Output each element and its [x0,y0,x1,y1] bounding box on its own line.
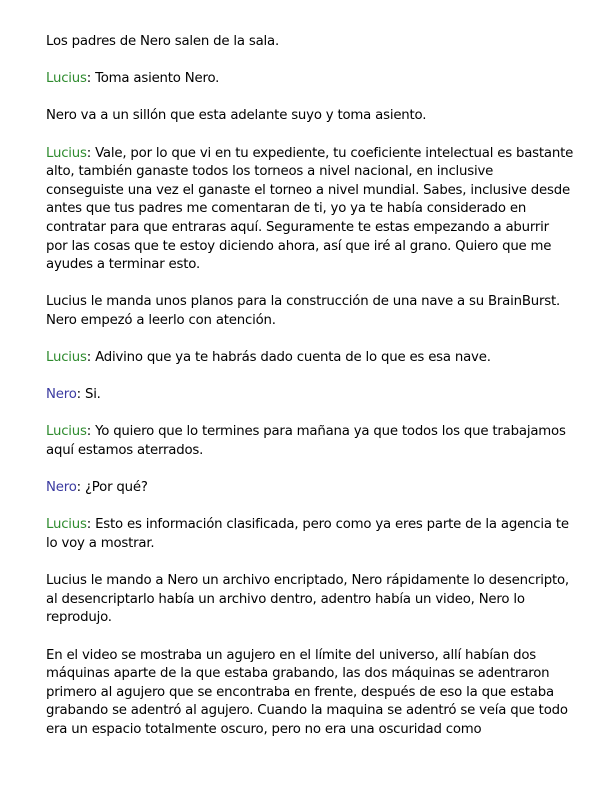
dialogue-text: : ¿Por qué? [76,480,148,496]
document-page [46,33,574,758]
dialogue-paragraph [46,516,574,553]
dialogue-paragraph [46,386,574,405]
dialogue-paragraph [46,349,574,368]
speaker-name: Lucius [46,517,87,533]
dialogue-text: : Vale, por lo que vi en tu expediente, tu coeficiente intelectual es bastante alto, también ganaste todos los torneos a nivel nacional, en inclusive conseguiste una vez el ganaste el torneo a nivel mundial. Sabes, inclusive desde antes que tus padres me comentaran de ti, yo ya te había considerado en contratar para que entraras aquí. Seguramente te estas empezando a aburrir por las cosas que te estoy diciendo ahora, así que iré al grano. Quiero que me ayudes a terminar esto. [46,145,574,273]
narration-paragraph [46,33,574,52]
speaker-name: Lucius [46,71,87,87]
paragraph-text: Nero va a un sillón que esta adelante suyo y toma asiento. [46,108,427,124]
paragraph-text: Lucius le manda unos planos para la construcción de una nave a su BrainBurst. Nero empezó a leerlo con atención. [46,294,561,328]
speaker-name: Lucius [46,145,87,161]
dialogue-text: : Toma asiento Nero. [86,71,220,87]
dialogue-paragraph [46,479,574,498]
paragraph-text: En el video se mostraba un agujero en el límite del universo, allí habían dos máquinas aparte de la que estaba grabando, las dos máquinas se adentraron primero al agujero que se encontraba en frente, después de eso la que estaba grabando se adentró al agujero. Cuando la maquina se adentró se veía que todo era un espacio totalmente oscuro, pero no era una oscuridad como [46,647,568,737]
speaker-name: Nero [46,480,77,496]
narration-paragraph [46,107,574,126]
dialogue-paragraph [46,423,574,460]
narration-paragraph [46,293,574,330]
dialogue-paragraph [46,145,574,275]
speaker-name: Lucius [46,424,87,440]
paragraph-text: Los padres de Nero salen de la sala. [46,34,279,49]
narration-paragraph [46,647,574,740]
paragraph-text: Lucius le mando a Nero un archivo encriptado, Nero rápidamente lo desencripto, al desencriptarlo había un archivo dentro, adentro había un video, Nero lo reprodujo. [46,573,569,626]
dialogue-paragraph [46,70,574,89]
dialogue-text: : Yo quiero que lo termines para mañana ya que todos los que trabajamos aquí estamos aterrados. [46,424,566,459]
speaker-name: Nero [46,387,77,403]
speaker-name: Lucius [46,350,87,366]
dialogue-text: : Esto es información clasificada, pero como ya eres parte de la agencia te lo voy a mostrar. [46,517,569,552]
dialogue-text: : Si. [76,387,101,403]
dialogue-text: : Adivino que ya te habrás dado cuenta de lo que es esa nave. [86,350,491,366]
narration-paragraph [46,572,574,628]
